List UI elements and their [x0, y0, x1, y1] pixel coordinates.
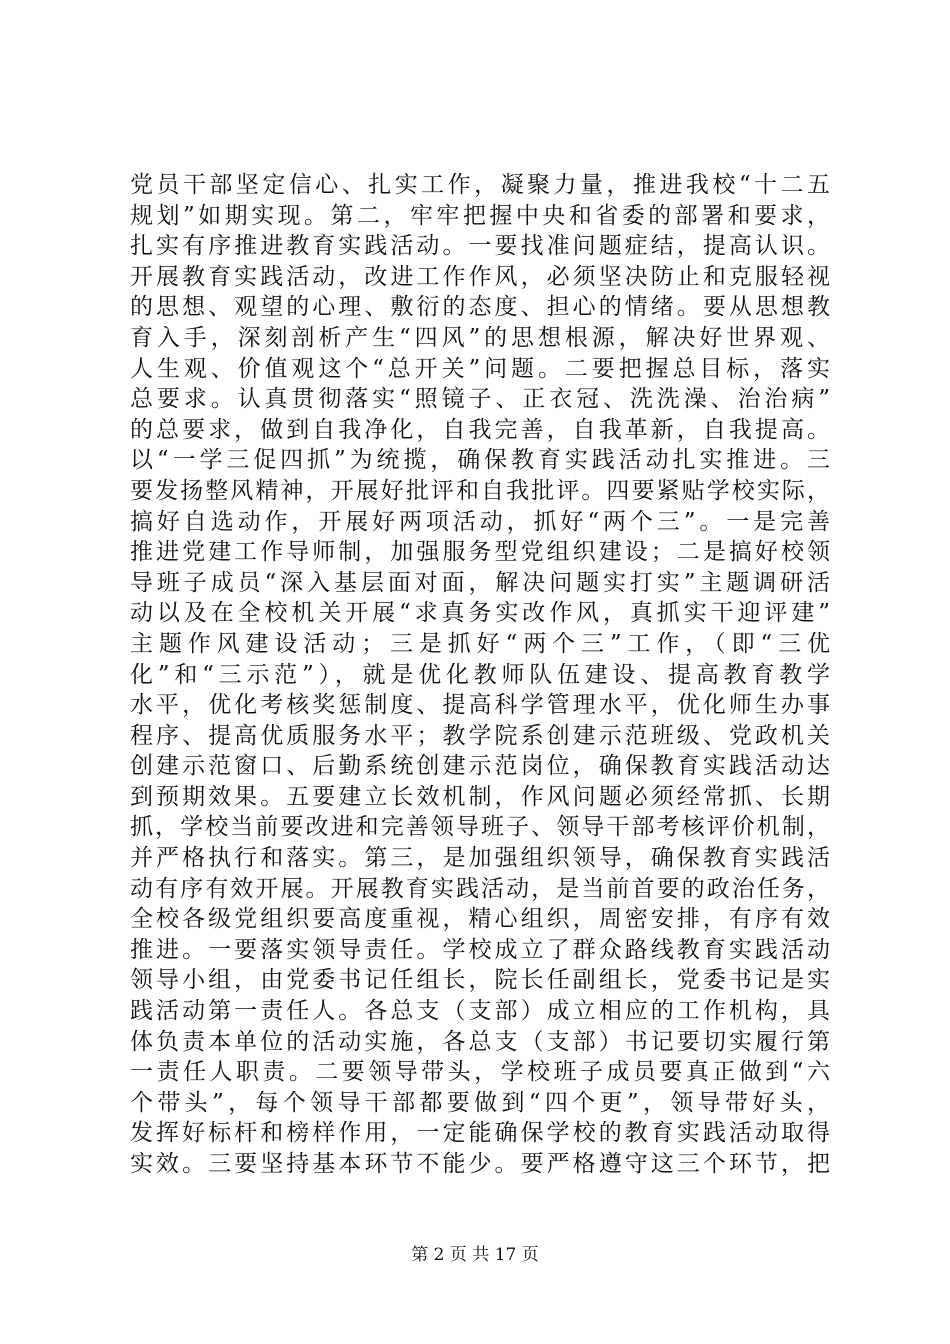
text-line: 导班子成员“深入基层面对面，解决问题实打实”主题调研活 — [130, 569, 830, 596]
page-footer: 第 2 页 共 17 页 — [411, 1245, 539, 1265]
text-line: 并严格执行和落实。第三，是加强组织领导，确保教育实践活 — [130, 845, 830, 872]
text-line: 个带头”，每个领导干部都要做到“四个更”，领导带好头， — [130, 1089, 830, 1116]
text-line: 开展教育实践活动，改进工作作风，必须坚决防止和克服轻视 — [130, 263, 830, 290]
text-line: 总要求。认真贯彻落实“照镜子、正衣冠、洗洗澡、治治病” — [130, 386, 830, 413]
text-line: 实效。三要坚持基本环节不能少。要严格遵守这三个环节，把 — [130, 1151, 830, 1177]
text-line: 全校各级党组织要高度重视，精心组织，周密安排，有序有效 — [130, 906, 830, 933]
text-line: 扎实有序推进教育实践活动。一要找准问题症结，提高认识。 — [130, 233, 830, 260]
text-line: 一责任人职责。二要领导带头，学校班子成员要真正做到“六 — [130, 1059, 830, 1086]
text-line: 党员干部坚定信心、扎实工作，凝聚力量，推进我校“十二五 — [130, 172, 830, 198]
text-line: 搞好自选动作，开展好两项活动，抓好“两个三”。一是完善 — [130, 508, 830, 535]
text-line: 抓，学校当前要改进和完善领导班子、领导干部考核评价机制， — [130, 814, 830, 841]
text-line: 动有序有效开展。开展教育实践活动，是当前首要的政治任务， — [130, 875, 830, 902]
text-line: 推进。一要落实领导责任。学校成立了群众路线教育实践活动 — [130, 936, 830, 963]
text-line: 到预期效果。五要建立长效机制，作风问题必须经常抓、长期 — [130, 783, 830, 810]
text-line: 创建示范窗口、后勤系统创建示范岗位，确保教育实践活动达 — [130, 753, 830, 780]
body-text — [130, 170, 830, 1180]
text-line: 育入手，深刻剖析产生“四风”的思想根源，解决好世界观、 — [130, 324, 830, 351]
text-line: 以“一学三促四抓”为统揽，确保教育实践活动扎实推进。三 — [130, 447, 830, 474]
text-line: 要发扬整风精神，开展好批评和自我批评。四要紧贴学校实际， — [130, 477, 830, 504]
text-line: 领导小组，由党委书记任组长，院长任副组长，党委书记是实 — [130, 967, 830, 994]
text-line: 的总要求，做到自我净化，自我完善，自我革新，自我提高。 — [130, 416, 830, 443]
text-line: 化”和“三示范”），就是优化教师队伍建设、提高教育教学 — [130, 661, 830, 688]
text-line: 动以及在全校机关开展“求真务实改作风，真抓实干迎评建” — [130, 600, 830, 627]
text-line: 推进党建工作导师制，加强服务型党组织建设；二是搞好校领 — [130, 539, 830, 566]
text-line: 的思想、观望的心理、敷衍的态度、担心的情绪。要从思想教 — [130, 294, 830, 321]
text-line: 水平，优化考核奖惩制度、提高科学管理水平，优化师生办事 — [130, 692, 830, 719]
text-line: 人生观、价值观这个“总开关”问题。二要把握总目标，落实 — [130, 355, 830, 382]
text-line: 发挥好标杆和榜样作用，一定能确保学校的教育实践活动取得 — [130, 1120, 830, 1147]
text-line: 规划”如期实现。第二，牢牢把握中央和省委的部署和要求， — [130, 202, 830, 229]
text-line: 程序、提高优质服务水平；教学院系创建示范班级、党政机关 — [130, 722, 830, 749]
text-line: 体负责本单位的活动实施，各总支（支部）书记要切实履行第 — [130, 1028, 830, 1055]
text-line: 主题作风建设活动；三是抓好“两个三”工作，（即“三优 — [130, 630, 830, 657]
text-line: 践活动第一责任人。各总支（支部）成立相应的工作机构，具 — [130, 998, 830, 1025]
